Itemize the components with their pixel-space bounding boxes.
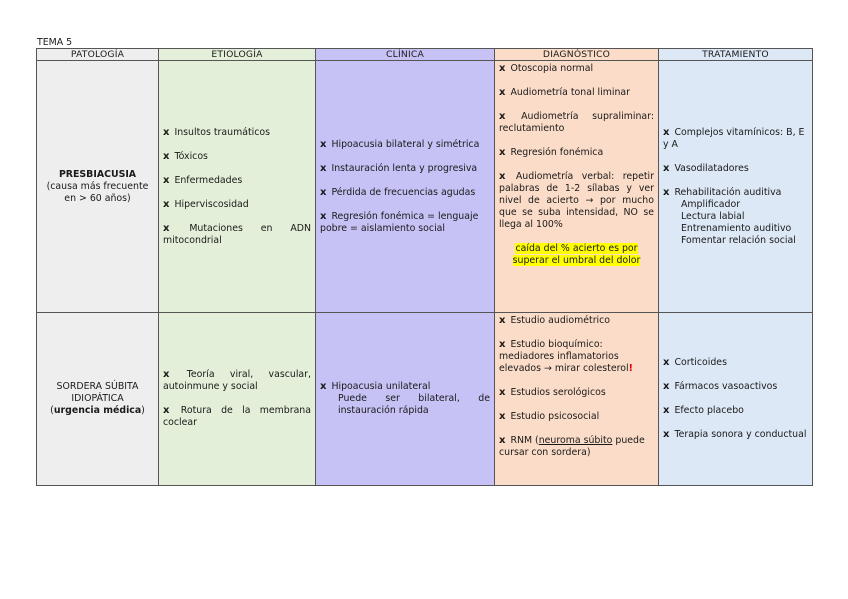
tratamiento-item: Vasodilatadores — [674, 162, 749, 174]
header-tratamiento: TRATAMIENTO — [659, 49, 813, 61]
bullet-x-icon: x — [320, 138, 327, 150]
tratamiento-cell — [659, 61, 813, 313]
bullet-x-icon: x — [499, 435, 506, 446]
bullet-x-icon: x — [499, 171, 506, 182]
patologia-name: SORDERA SÚBITA IDIOPÁTICA — [56, 381, 139, 404]
bullet-x-icon: x — [499, 411, 506, 422]
diagnostico-rnm-underlined: neuroma súbito — [538, 435, 613, 446]
diagnostico-item: Estudio bioquímico: mediadores inflamatorios elevados → mirar colesterol — [499, 339, 629, 374]
etiologia-item: Teoría viral, vascular, autoinmune y social — [163, 369, 312, 392]
bullet-x-icon: x — [663, 357, 670, 368]
bullet-x-icon: x — [663, 405, 670, 416]
clinica-item: Hipoacusia unilateral — [331, 381, 431, 392]
tratamiento-item: Efecto placebo — [674, 405, 744, 416]
bullet-x-icon: x — [499, 63, 506, 74]
clinica-cell — [316, 61, 495, 313]
bullet-x-icon: x — [663, 381, 670, 392]
etiologia-item: Insultos traumáticos — [174, 126, 271, 138]
patologia-note: (causa más frecuente en > 60 años) — [46, 180, 149, 204]
diagnostico-item: Estudio audiométrico — [510, 315, 611, 326]
header-clinica: CLÍNICA — [316, 49, 495, 61]
diagnostico-item: Estudio psicosocial — [510, 411, 600, 422]
document-title: TEMA 5 — [37, 37, 73, 48]
bullet-x-icon: x — [320, 186, 327, 198]
tratamiento-item: Rehabilitación auditiva — [674, 186, 782, 198]
tratamiento-subitem: Entrenamiento auditivo — [681, 222, 792, 234]
diagnostico-rnm-prefix: RNM ( — [510, 435, 539, 446]
bullet-x-icon: x — [499, 315, 506, 326]
bullet-x-icon: x — [663, 429, 670, 440]
bullet-x-icon: x — [320, 162, 327, 174]
diagnostico-highlight: caída del % acierto es por superar el umbral del dolor — [512, 243, 641, 266]
diagnostico-item: Audiometría supraliminar: reclutamiento — [499, 111, 655, 134]
table-row-presbiacusia — [37, 61, 813, 313]
etiologia-cell — [159, 313, 316, 486]
clinica-cell — [316, 313, 495, 486]
diagnostico-item: Audiometría tonal liminar — [510, 87, 631, 98]
bullet-x-icon: x — [499, 387, 506, 398]
bullet-x-icon: x — [663, 162, 670, 174]
header-patologia: PATOLOGÍA — [37, 49, 159, 61]
tratamiento-subitem: Amplificador — [681, 198, 741, 210]
etiologia-item: Tóxicos — [174, 150, 208, 162]
tratamiento-subitem: Lectura labial — [681, 210, 745, 222]
table-header-row — [37, 49, 813, 61]
patologia-cell: SORDERA SÚBITA IDIOPÁTICA (urgencia médica) — [37, 313, 159, 486]
bullet-x-icon: x — [163, 126, 170, 138]
etiologia-item: Rotura de la membrana coclear — [163, 405, 311, 428]
etiologia-cell — [159, 61, 316, 313]
diagnostico-item: Regresión fonémica — [510, 147, 604, 158]
etiologia-item: Enfermedades — [174, 174, 243, 186]
clinica-item: Hipoacusia bilateral y simétrica — [331, 138, 480, 150]
etiologia-item: Mutaciones en ADN mitocondrial — [163, 222, 312, 246]
bullet-x-icon: x — [499, 147, 506, 158]
diagnostico-cell — [495, 313, 659, 486]
tratamiento-item: Complejos vitamínicos: B, E y A — [663, 126, 805, 150]
diagnostico-cell — [495, 61, 659, 313]
bullet-x-icon: x — [163, 369, 170, 380]
bullet-x-icon: x — [499, 87, 506, 98]
header-etiologia: ETIOLOGÍA — [159, 49, 316, 61]
bullet-x-icon: x — [499, 111, 506, 122]
diagnostico-item: Estudios serológicos — [510, 387, 606, 398]
bullet-x-icon: x — [663, 186, 670, 198]
table-row-sordera-subita — [37, 313, 813, 486]
alert-exclamation-icon: ! — [628, 363, 633, 374]
bullet-x-icon: x — [163, 222, 170, 234]
tratamiento-subitem: Fomentar relación social — [681, 234, 796, 246]
pathology-table — [36, 48, 813, 486]
bullet-x-icon: x — [163, 174, 170, 186]
clinica-item: Instauración lenta y progresiva — [331, 162, 478, 174]
patologia-note: urgencia médica — [53, 405, 142, 416]
clinica-item: Pérdida de frecuencias agudas — [331, 186, 476, 198]
clinica-item: Regresión fonémica = lenguaje pobre = aislamiento social — [320, 210, 479, 234]
tratamiento-item: Corticoides — [674, 357, 727, 368]
bullet-x-icon: x — [320, 381, 327, 392]
patologia-name: PRESBIACUSIA — [58, 168, 137, 180]
tratamiento-cell — [659, 313, 813, 486]
clinica-subitem: Puede ser bilateral, de instauración rápida — [338, 393, 490, 416]
header-diagnostico: DIAGNÓSTICO — [495, 49, 659, 61]
etiologia-item: Hiperviscosidad — [174, 198, 249, 210]
diagnostico-item: Otoscopia normal — [510, 63, 594, 74]
bullet-x-icon: x — [163, 405, 170, 416]
bullet-x-icon: x — [663, 126, 670, 138]
bullet-x-icon: x — [163, 198, 170, 210]
tratamiento-item: Terapia sonora y conductual — [674, 429, 807, 440]
diagnostico-rnm-suffix: puede cursar con sordera) — [499, 435, 645, 458]
diagnostico-item: Audiometría verbal: repetir palabras de 1-2 sílabas y ver nivel de acierto → por mucho que se suba intensidad, NO se llega al 100% — [499, 171, 654, 230]
bullet-x-icon: x — [320, 210, 327, 222]
bullet-x-icon: x — [163, 150, 170, 162]
bullet-x-icon: x — [499, 339, 506, 350]
patologia-cell — [37, 61, 159, 313]
tratamiento-item: Fármacos vasoactivos — [674, 381, 778, 392]
